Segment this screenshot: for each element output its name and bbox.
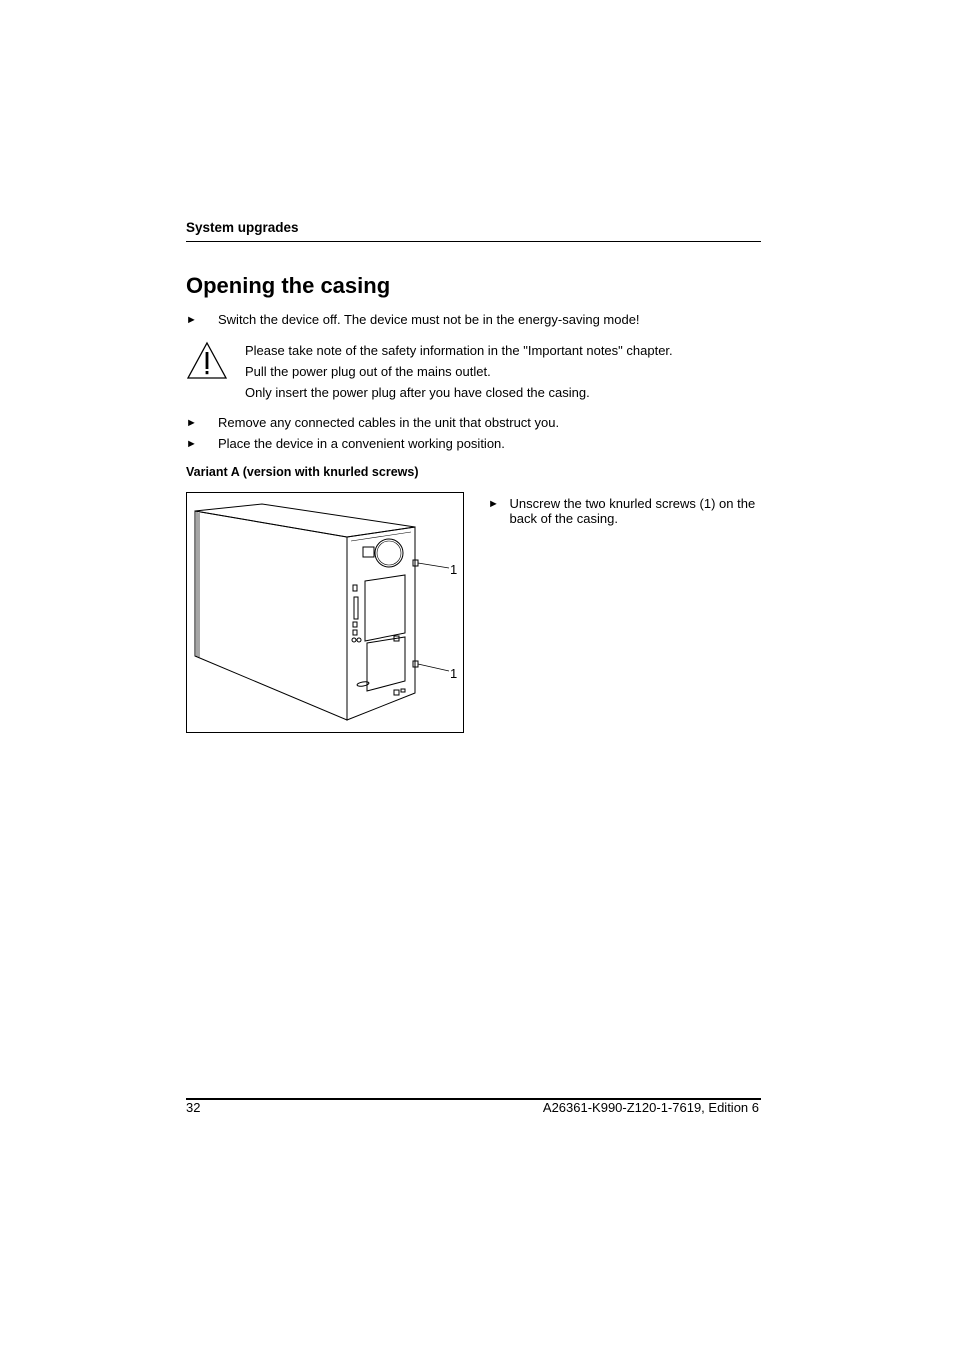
instruction-text: Switch the device off. The device must not be in the energy-saving mode!	[218, 312, 640, 327]
side-instruction-bullet	[488, 496, 758, 526]
casing-illustration	[186, 492, 464, 733]
warning-line: Pull the power plug out of the mains outlet.	[245, 364, 491, 379]
page-number: 32	[186, 1100, 201, 1115]
bullet-arrow-icon: ►	[488, 498, 499, 510]
warning-line: Please take note of the safety information in the "Important notes" chapter.	[245, 343, 673, 358]
warning-line: Only insert the power plug after you have closed the casing.	[245, 385, 590, 400]
instruction-text: Remove any connected cables in the unit that obstruct you.	[218, 415, 560, 430]
instruction-bullet	[186, 436, 505, 452]
document-id: A26361-K990-Z120-1-7619, Edition 6	[542, 1100, 759, 1115]
side-instruction-text: Unscrew the two knurled screws (1) on the back of the casing.	[509, 496, 756, 526]
pc-tower-drawing	[187, 493, 463, 732]
bullet-arrow-icon: ►	[186, 314, 197, 326]
variant-heading: Variant A (version with knurled screws)	[186, 465, 419, 479]
header-divider	[186, 241, 761, 242]
page-title: Opening the casing	[186, 273, 391, 298]
callout-label: 1	[450, 666, 458, 681]
bullet-arrow-icon: ►	[186, 438, 197, 450]
instruction-bullet	[186, 312, 640, 328]
warning-triangle-icon	[186, 341, 228, 381]
bullet-arrow-icon: ►	[186, 417, 197, 429]
instruction-text: Place the device in a convenient working position.	[218, 436, 505, 451]
instruction-bullet	[186, 415, 559, 431]
callout-label: 1	[450, 562, 458, 577]
section-header: System upgrades	[186, 220, 299, 235]
